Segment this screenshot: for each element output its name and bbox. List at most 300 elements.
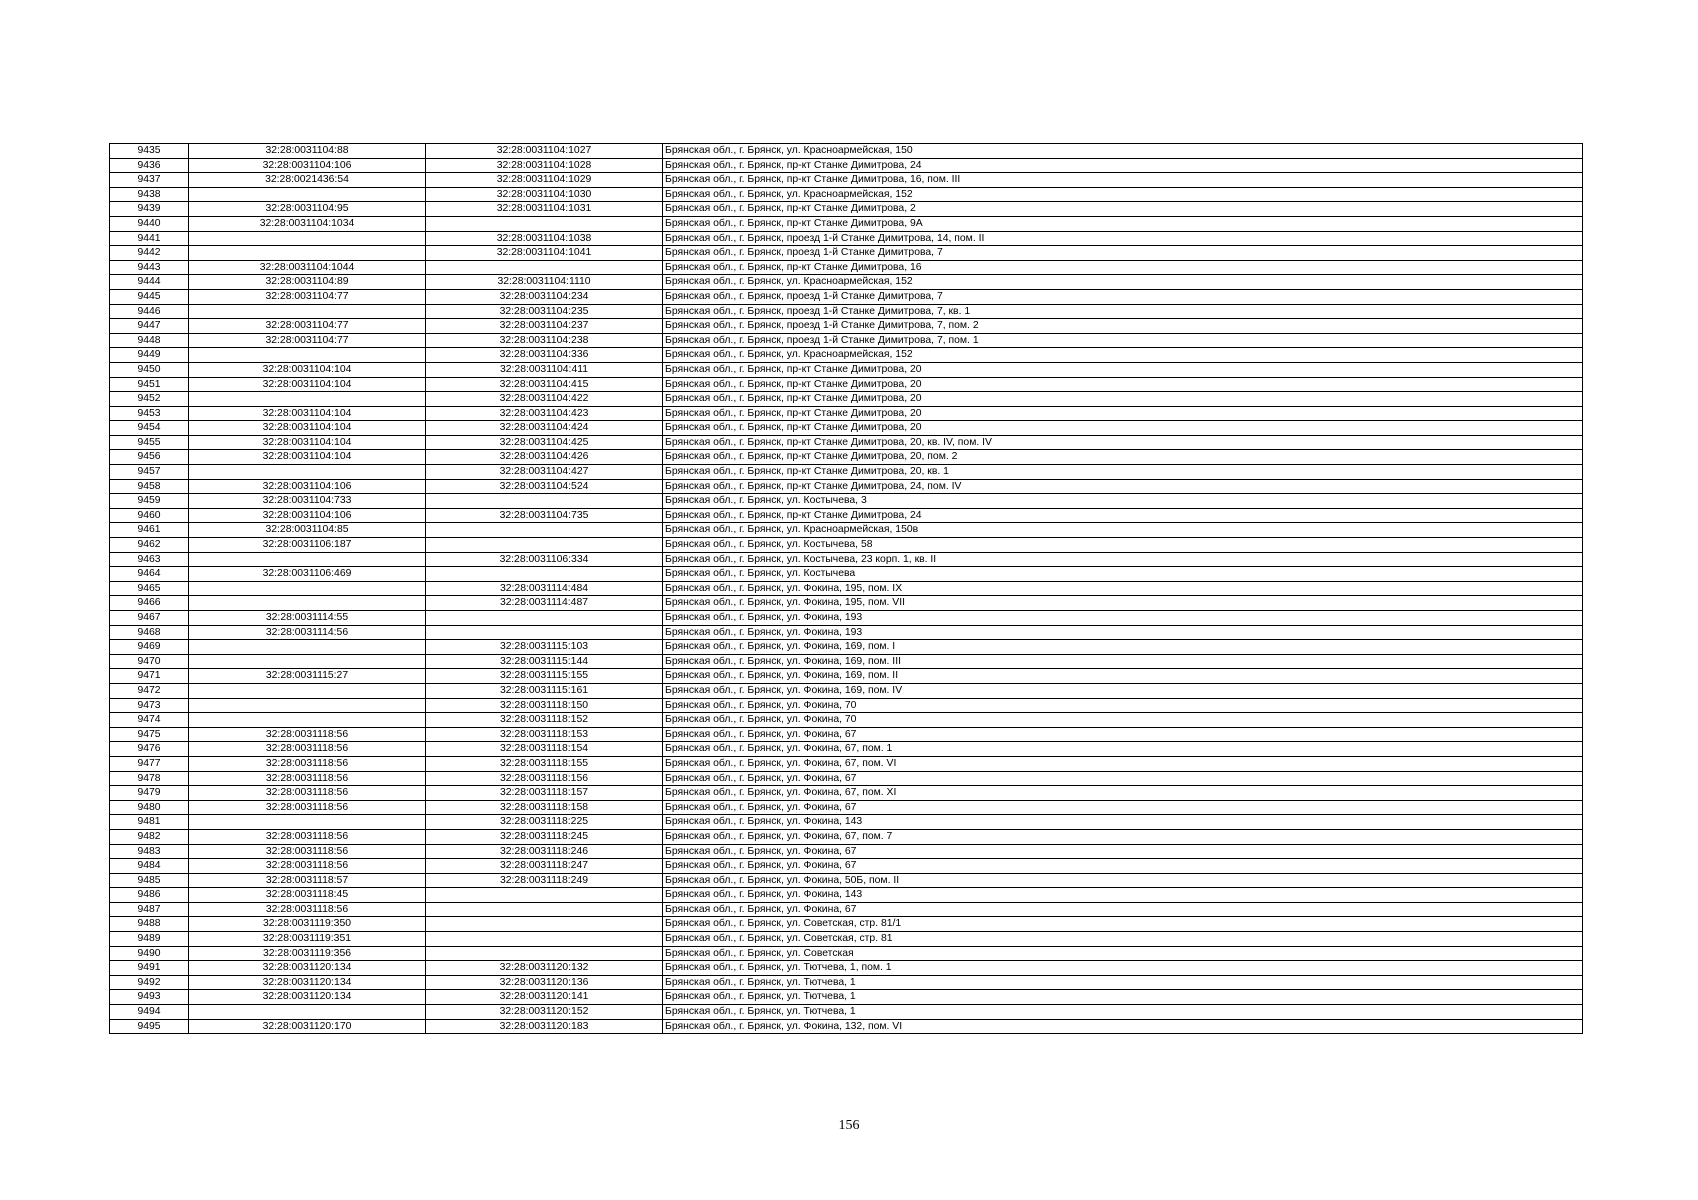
address-cell: Брянская обл., г. Брянск, ул. Фокина, 67, пом. 1 [663, 742, 1583, 757]
room-cadastral-number-cell: 32:28:0031104:415 [426, 377, 663, 392]
table-row [110, 348, 1583, 363]
room-cadastral-number-cell: 32:28:0031118:152 [426, 713, 663, 728]
row-number-cell: 9495 [110, 1019, 189, 1034]
table-row [110, 654, 1583, 669]
cadastral-number-cell: 32:28:0021436:54 [189, 173, 426, 188]
table-row [110, 158, 1583, 173]
cadastral-number-cell [189, 654, 426, 669]
table-row [110, 508, 1583, 523]
room-cadastral-number-cell: 32:28:0031120:183 [426, 1019, 663, 1034]
table-row [110, 902, 1583, 917]
address-cell: Брянская обл., г. Брянск, ул. Тютчева, 1 [663, 975, 1583, 990]
room-cadastral-number-cell: 32:28:0031104:235 [426, 304, 663, 319]
room-cadastral-number-cell: 32:28:0031104:411 [426, 362, 663, 377]
table-row [110, 523, 1583, 538]
address-cell: Брянская обл., г. Брянск, проезд 1-й Станке Димитрова, 7, пом. 2 [663, 319, 1583, 334]
row-number-cell: 9438 [110, 187, 189, 202]
room-cadastral-number-cell: 32:28:0031118:157 [426, 786, 663, 801]
room-cadastral-number-cell: 32:28:0031118:156 [426, 771, 663, 786]
row-number-cell: 9464 [110, 567, 189, 582]
cadastral-number-cell: 32:28:0031104:85 [189, 523, 426, 538]
cadastral-number-cell [189, 392, 426, 407]
table-row [110, 859, 1583, 874]
cadastral-number-cell: 32:28:0031104:104 [189, 421, 426, 436]
row-number-cell: 9447 [110, 319, 189, 334]
room-cadastral-number-cell: 32:28:0031104:735 [426, 508, 663, 523]
table-row [110, 727, 1583, 742]
room-cadastral-number-cell: 32:28:0031118:225 [426, 815, 663, 830]
room-cadastral-number-cell: 32:28:0031118:158 [426, 800, 663, 815]
row-number-cell: 9463 [110, 552, 189, 567]
room-cadastral-number-cell: 32:28:0031104:427 [426, 465, 663, 480]
table-row [110, 333, 1583, 348]
address-cell: Брянская обл., г. Брянск, ул. Фокина, 67 [663, 727, 1583, 742]
room-cadastral-number-cell: 32:28:0031104:1027 [426, 144, 663, 159]
row-number-cell: 9481 [110, 815, 189, 830]
address-cell: Брянская обл., г. Брянск, ул. Красноармейская, 152 [663, 187, 1583, 202]
cadastral-number-cell: 32:28:0031119:351 [189, 932, 426, 947]
room-cadastral-number-cell: 32:28:0031104:1029 [426, 173, 663, 188]
row-number-cell: 9466 [110, 596, 189, 611]
row-number-cell: 9483 [110, 844, 189, 859]
cadastral-number-cell [189, 246, 426, 261]
row-number-cell: 9492 [110, 975, 189, 990]
room-cadastral-number-cell [426, 567, 663, 582]
cadastral-table [109, 143, 1583, 1034]
row-number-cell: 9469 [110, 640, 189, 655]
room-cadastral-number-cell: 32:28:0031118:246 [426, 844, 663, 859]
cadastral-number-cell: 32:28:0031106:187 [189, 538, 426, 553]
address-cell: Брянская обл., г. Брянск, ул. Фокина, 67, пом. XI [663, 786, 1583, 801]
address-cell: Брянская обл., г. Брянск, ул. Фокина, 67, пом. VI [663, 756, 1583, 771]
room-cadastral-number-cell [426, 538, 663, 553]
table-row [110, 975, 1583, 990]
room-cadastral-number-cell: 32:28:0031104:524 [426, 479, 663, 494]
cadastral-number-cell: 32:28:0031120:134 [189, 990, 426, 1005]
room-cadastral-number-cell: 32:28:0031115:144 [426, 654, 663, 669]
address-cell: Брянская обл., г. Брянск, ул. Фокина, 132, пом. VI [663, 1019, 1583, 1034]
row-number-cell: 9475 [110, 727, 189, 742]
cadastral-number-cell: 32:28:0031104:89 [189, 275, 426, 290]
room-cadastral-number-cell [426, 523, 663, 538]
cadastral-number-cell: 32:28:0031118:56 [189, 771, 426, 786]
row-number-cell: 9486 [110, 888, 189, 903]
room-cadastral-number-cell: 32:28:0031115:161 [426, 683, 663, 698]
row-number-cell: 9468 [110, 625, 189, 640]
cadastral-number-cell: 32:28:0031118:56 [189, 786, 426, 801]
address-cell: Брянская обл., г. Брянск, ул. Тютчева, 1 [663, 1005, 1583, 1020]
cadastral-number-cell: 32:28:0031104:104 [189, 435, 426, 450]
address-cell: Брянская обл., г. Брянск, ул. Фокина, 67 [663, 771, 1583, 786]
table-row [110, 392, 1583, 407]
cadastral-number-cell [189, 640, 426, 655]
address-cell: Брянская обл., г. Брянск, пр-кт Станке Димитрова, 9А [663, 216, 1583, 231]
address-cell: Брянская обл., г. Брянск, пр-кт Станке Димитрова, 20, пом. 2 [663, 450, 1583, 465]
address-cell: Брянская обл., г. Брянск, ул. Красноармейская, 150в [663, 523, 1583, 538]
row-number-cell: 9484 [110, 859, 189, 874]
row-number-cell: 9457 [110, 465, 189, 480]
cadastral-number-cell: 32:28:0031104:104 [189, 377, 426, 392]
address-cell: Брянская обл., г. Брянск, ул. Фокина, 50Б, пом. II [663, 873, 1583, 888]
table-row [110, 216, 1583, 231]
address-cell: Брянская обл., г. Брянск, проезд 1-й Станке Димитрова, 7, пом. 1 [663, 333, 1583, 348]
address-cell: Брянская обл., г. Брянск, ул. Советская, стр. 81 [663, 932, 1583, 947]
address-cell: Брянская обл., г. Брянск, ул. Фокина, 70 [663, 713, 1583, 728]
table-row [110, 742, 1583, 757]
row-number-cell: 9440 [110, 216, 189, 231]
row-number-cell: 9435 [110, 144, 189, 159]
address-cell: Брянская обл., г. Брянск, ул. Фокина, 67, пом. 7 [663, 829, 1583, 844]
cadastral-number-cell: 32:28:0031104:106 [189, 158, 426, 173]
room-cadastral-number-cell: 32:28:0031104:1030 [426, 187, 663, 202]
cadastral-number-cell [189, 1005, 426, 1020]
room-cadastral-number-cell: 32:28:0031104:1028 [426, 158, 663, 173]
table-row [110, 581, 1583, 596]
cadastral-number-cell: 32:28:0031104:106 [189, 508, 426, 523]
address-cell: Брянская обл., г. Брянск, пр-кт Станке Димитрова, 24 [663, 508, 1583, 523]
room-cadastral-number-cell: 32:28:0031104:422 [426, 392, 663, 407]
row-number-cell: 9455 [110, 435, 189, 450]
address-cell: Брянская обл., г. Брянск, ул. Фокина, 67 [663, 859, 1583, 874]
row-number-cell: 9449 [110, 348, 189, 363]
address-cell: Брянская обл., г. Брянск, ул. Костычева [663, 567, 1583, 582]
cadastral-number-cell: 32:28:0031114:56 [189, 625, 426, 640]
cadastral-number-cell: 32:28:0031118:56 [189, 742, 426, 757]
address-cell: Брянская обл., г. Брянск, пр-кт Станке Димитрова, 16 [663, 260, 1583, 275]
row-number-cell: 9452 [110, 392, 189, 407]
room-cadastral-number-cell: 32:28:0031114:487 [426, 596, 663, 611]
row-number-cell: 9461 [110, 523, 189, 538]
table-row [110, 917, 1583, 932]
address-cell: Брянская обл., г. Брянск, ул. Костычева, 23 корп. 1, кв. II [663, 552, 1583, 567]
table-row [110, 946, 1583, 961]
table-row [110, 552, 1583, 567]
room-cadastral-number-cell: 32:28:0031118:249 [426, 873, 663, 888]
address-cell: Брянская обл., г. Брянск, ул. Красноармейская, 150 [663, 144, 1583, 159]
row-number-cell: 9445 [110, 289, 189, 304]
table-row [110, 611, 1583, 626]
address-cell: Брянская обл., г. Брянск, пр-кт Станке Димитрова, 20 [663, 362, 1583, 377]
room-cadastral-number-cell [426, 888, 663, 903]
table-row [110, 494, 1583, 509]
cadastral-number-cell: 32:28:0031118:45 [189, 888, 426, 903]
room-cadastral-number-cell: 32:28:0031104:426 [426, 450, 663, 465]
cadastral-number-cell [189, 187, 426, 202]
row-number-cell: 9443 [110, 260, 189, 275]
cadastral-number-cell [189, 465, 426, 480]
room-cadastral-number-cell: 32:28:0031114:484 [426, 581, 663, 596]
row-number-cell: 9442 [110, 246, 189, 261]
table-row [110, 683, 1583, 698]
table-row [110, 275, 1583, 290]
table-row [110, 202, 1583, 217]
row-number-cell: 9441 [110, 231, 189, 246]
address-cell: Брянская обл., г. Брянск, ул. Фокина, 195, пом. VII [663, 596, 1583, 611]
cadastral-number-cell: 32:28:0031118:57 [189, 873, 426, 888]
address-cell: Брянская обл., г. Брянск, ул. Фокина, 169, пом. III [663, 654, 1583, 669]
address-cell: Брянская обл., г. Брянск, пр-кт Станке Димитрова, 20, кв. IV, пом. IV [663, 435, 1583, 450]
cadastral-number-cell: 32:28:0031118:56 [189, 859, 426, 874]
cadastral-number-cell: 32:28:0031104:77 [189, 333, 426, 348]
cadastral-number-cell: 32:28:0031118:56 [189, 727, 426, 742]
address-cell: Брянская обл., г. Брянск, ул. Тютчева, 1 [663, 990, 1583, 1005]
row-number-cell: 9436 [110, 158, 189, 173]
table-row [110, 625, 1583, 640]
table-row [110, 479, 1583, 494]
table-row [110, 815, 1583, 830]
table-row [110, 844, 1583, 859]
room-cadastral-number-cell: 32:28:0031120:136 [426, 975, 663, 990]
room-cadastral-number-cell: 32:28:0031104:424 [426, 421, 663, 436]
table-row [110, 362, 1583, 377]
cadastral-number-cell [189, 713, 426, 728]
address-cell: Брянская обл., г. Брянск, ул. Фокина, 169, пом. I [663, 640, 1583, 655]
cadastral-number-cell [189, 348, 426, 363]
table-row [110, 538, 1583, 553]
cadastral-number-cell: 32:28:0031104:95 [189, 202, 426, 217]
address-cell: Брянская обл., г. Брянск, ул. Фокина, 67 [663, 902, 1583, 917]
room-cadastral-number-cell: 32:28:0031118:154 [426, 742, 663, 757]
address-cell: Брянская обл., г. Брянск, пр-кт Станке Димитрова, 20 [663, 377, 1583, 392]
address-cell: Брянская обл., г. Брянск, ул. Фокина, 169, пом. II [663, 669, 1583, 684]
table-body [110, 144, 1583, 1034]
table-row [110, 187, 1583, 202]
row-number-cell: 9489 [110, 932, 189, 947]
table-row [110, 829, 1583, 844]
row-number-cell: 9448 [110, 333, 189, 348]
row-number-cell: 9456 [110, 450, 189, 465]
row-number-cell: 9458 [110, 479, 189, 494]
cadastral-number-cell: 32:28:0031118:56 [189, 829, 426, 844]
cadastral-number-cell [189, 683, 426, 698]
row-number-cell: 9439 [110, 202, 189, 217]
room-cadastral-number-cell: 32:28:0031118:153 [426, 727, 663, 742]
room-cadastral-number-cell: 32:28:0031104:1110 [426, 275, 663, 290]
address-cell: Брянская обл., г. Брянск, ул. Фокина, 193 [663, 625, 1583, 640]
table-row [110, 1019, 1583, 1034]
table-row [110, 231, 1583, 246]
row-number-cell: 9494 [110, 1005, 189, 1020]
table-row [110, 756, 1583, 771]
row-number-cell: 9485 [110, 873, 189, 888]
row-number-cell: 9460 [110, 508, 189, 523]
cadastral-number-cell [189, 231, 426, 246]
room-cadastral-number-cell [426, 216, 663, 231]
address-cell: Брянская обл., г. Брянск, ул. Фокина, 143 [663, 815, 1583, 830]
row-number-cell: 9471 [110, 669, 189, 684]
row-number-cell: 9467 [110, 611, 189, 626]
cadastral-number-cell [189, 581, 426, 596]
row-number-cell: 9450 [110, 362, 189, 377]
cadastral-number-cell: 32:28:0031104:1044 [189, 260, 426, 275]
cadastral-number-cell: 32:28:0031104:733 [189, 494, 426, 509]
row-number-cell: 9454 [110, 421, 189, 436]
room-cadastral-number-cell: 32:28:0031106:334 [426, 552, 663, 567]
table-row [110, 435, 1583, 450]
page-number: 156 [838, 1118, 860, 1133]
room-cadastral-number-cell: 32:28:0031118:247 [426, 859, 663, 874]
room-cadastral-number-cell: 32:28:0031104:336 [426, 348, 663, 363]
room-cadastral-number-cell: 32:28:0031104:425 [426, 435, 663, 450]
cadastral-number-cell: 32:28:0031118:56 [189, 844, 426, 859]
address-cell: Брянская обл., г. Брянск, ул. Фокина, 143 [663, 888, 1583, 903]
table-row [110, 990, 1583, 1005]
row-number-cell: 9473 [110, 698, 189, 713]
cadastral-number-cell: 32:28:0031104:104 [189, 450, 426, 465]
room-cadastral-number-cell: 32:28:0031118:150 [426, 698, 663, 713]
row-number-cell: 9479 [110, 786, 189, 801]
row-number-cell: 9490 [110, 946, 189, 961]
table-row [110, 713, 1583, 728]
table-row [110, 771, 1583, 786]
address-cell: Брянская обл., г. Брянск, пр-кт Станке Димитрова, 24 [663, 158, 1583, 173]
room-cadastral-number-cell: 32:28:0031120:141 [426, 990, 663, 1005]
cadastral-number-cell: 32:28:0031104:104 [189, 406, 426, 421]
cadastral-number-cell [189, 596, 426, 611]
address-cell: Брянская обл., г. Брянск, ул. Тютчева, 1, пом. 1 [663, 961, 1583, 976]
address-cell: Брянская обл., г. Брянск, ул. Фокина, 195, пом. IX [663, 581, 1583, 596]
table-row [110, 698, 1583, 713]
table-row [110, 596, 1583, 611]
table-row [110, 669, 1583, 684]
row-number-cell: 9488 [110, 917, 189, 932]
address-cell: Брянская обл., г. Брянск, пр-кт Станке Димитрова, 20 [663, 406, 1583, 421]
address-cell: Брянская обл., г. Брянск, пр-кт Станке Димитрова, 20 [663, 392, 1583, 407]
row-number-cell: 9477 [110, 756, 189, 771]
table-row [110, 567, 1583, 582]
table-row [110, 144, 1583, 159]
room-cadastral-number-cell: 32:28:0031104:1038 [426, 231, 663, 246]
row-number-cell: 9474 [110, 713, 189, 728]
room-cadastral-number-cell [426, 932, 663, 947]
address-cell: Брянская обл., г. Брянск, ул. Фокина, 67 [663, 844, 1583, 859]
cadastral-number-cell: 32:28:0031104:106 [189, 479, 426, 494]
address-cell: Брянская обл., г. Брянск, пр-кт Станке Димитрова, 20, кв. 1 [663, 465, 1583, 480]
table-row [110, 888, 1583, 903]
cadastral-number-cell: 32:28:0031120:134 [189, 975, 426, 990]
address-cell: Брянская обл., г. Брянск, проезд 1-й Станке Димитрова, 14, пом. II [663, 231, 1583, 246]
cadastral-number-cell: 32:28:0031118:56 [189, 756, 426, 771]
cadastral-number-cell [189, 552, 426, 567]
cadastral-number-cell: 32:28:0031104:77 [189, 319, 426, 334]
row-number-cell: 9472 [110, 683, 189, 698]
row-number-cell: 9491 [110, 961, 189, 976]
address-cell: Брянская обл., г. Брянск, ул. Красноармейская, 152 [663, 348, 1583, 363]
table-row [110, 304, 1583, 319]
address-cell: Брянская обл., г. Брянск, проезд 1-й Станке Димитрова, 7, кв. 1 [663, 304, 1583, 319]
table-row [110, 786, 1583, 801]
cadastral-number-cell: 32:28:0031115:27 [189, 669, 426, 684]
table-row [110, 800, 1583, 815]
row-number-cell: 9462 [110, 538, 189, 553]
row-number-cell: 9453 [110, 406, 189, 421]
cadastral-number-cell [189, 304, 426, 319]
table-row [110, 640, 1583, 655]
row-number-cell: 9444 [110, 275, 189, 290]
row-number-cell: 9482 [110, 829, 189, 844]
table-row [110, 1005, 1583, 1020]
address-cell: Брянская обл., г. Брянск, ул. Советская, стр. 81/1 [663, 917, 1583, 932]
address-cell: Брянская обл., г. Брянск, проезд 1-й Станке Димитрова, 7 [663, 289, 1583, 304]
address-cell: Брянская обл., г. Брянск, ул. Фокина, 70 [663, 698, 1583, 713]
room-cadastral-number-cell: 32:28:0031118:155 [426, 756, 663, 771]
room-cadastral-number-cell [426, 611, 663, 626]
address-cell: Брянская обл., г. Брянск, ул. Фокина, 169, пом. IV [663, 683, 1583, 698]
room-cadastral-number-cell: 32:28:0031120:152 [426, 1005, 663, 1020]
table-row [110, 173, 1583, 188]
address-cell: Брянская обл., г. Брянск, ул. Красноармейская, 152 [663, 275, 1583, 290]
table-row [110, 961, 1583, 976]
address-cell: Брянская обл., г. Брянск, ул. Фокина, 193 [663, 611, 1583, 626]
table-row [110, 421, 1583, 436]
row-number-cell: 9459 [110, 494, 189, 509]
table-row [110, 932, 1583, 947]
room-cadastral-number-cell: 32:28:0031118:245 [426, 829, 663, 844]
row-number-cell: 9476 [110, 742, 189, 757]
row-number-cell: 9478 [110, 771, 189, 786]
table-row [110, 246, 1583, 261]
table-row [110, 319, 1583, 334]
room-cadastral-number-cell [426, 260, 663, 275]
room-cadastral-number-cell [426, 625, 663, 640]
room-cadastral-number-cell: 32:28:0031104:423 [426, 406, 663, 421]
room-cadastral-number-cell: 32:28:0031104:234 [426, 289, 663, 304]
table-row [110, 465, 1583, 480]
row-number-cell: 9451 [110, 377, 189, 392]
row-number-cell: 9465 [110, 581, 189, 596]
table-row [110, 450, 1583, 465]
address-cell: Брянская обл., г. Брянск, ул. Фокина, 67 [663, 800, 1583, 815]
row-number-cell: 9437 [110, 173, 189, 188]
room-cadastral-number-cell: 32:28:0031104:238 [426, 333, 663, 348]
room-cadastral-number-cell: 32:28:0031104:1031 [426, 202, 663, 217]
room-cadastral-number-cell: 32:28:0031104:1041 [426, 246, 663, 261]
row-number-cell: 9446 [110, 304, 189, 319]
room-cadastral-number-cell: 32:28:0031115:155 [426, 669, 663, 684]
room-cadastral-number-cell: 32:28:0031104:237 [426, 319, 663, 334]
address-cell: Брянская обл., г. Брянск, ул. Советская [663, 946, 1583, 961]
room-cadastral-number-cell [426, 902, 663, 917]
cadastral-number-cell: 32:28:0031118:56 [189, 902, 426, 917]
room-cadastral-number-cell: 32:28:0031120:132 [426, 961, 663, 976]
cadastral-number-cell: 32:28:0031104:104 [189, 362, 426, 377]
address-cell: Брянская обл., г. Брянск, пр-кт Станке Димитрова, 24, пом. IV [663, 479, 1583, 494]
row-number-cell: 9493 [110, 990, 189, 1005]
address-cell: Брянская обл., г. Брянск, проезд 1-й Станке Димитрова, 7 [663, 246, 1583, 261]
cadastral-number-cell: 32:28:0031120:170 [189, 1019, 426, 1034]
cadastral-number-cell [189, 815, 426, 830]
cadastral-number-cell: 32:28:0031114:55 [189, 611, 426, 626]
cadastral-number-cell [189, 698, 426, 713]
address-cell: Брянская обл., г. Брянск, ул. Костычева, 3 [663, 494, 1583, 509]
cadastral-number-cell: 32:28:0031120:134 [189, 961, 426, 976]
cadastral-number-cell: 32:28:0031104:1034 [189, 216, 426, 231]
cadastral-number-cell: 32:28:0031104:77 [189, 289, 426, 304]
cadastral-number-cell: 32:28:0031118:56 [189, 800, 426, 815]
table-row [110, 260, 1583, 275]
table-row [110, 289, 1583, 304]
row-number-cell: 9480 [110, 800, 189, 815]
address-cell: Брянская обл., г. Брянск, ул. Костычева, 58 [663, 538, 1583, 553]
cadastral-number-cell: 32:28:0031119:350 [189, 917, 426, 932]
address-cell: Брянская обл., г. Брянск, пр-кт Станке Димитрова, 16, пом. III [663, 173, 1583, 188]
row-number-cell: 9470 [110, 654, 189, 669]
room-cadastral-number-cell: 32:28:0031115:103 [426, 640, 663, 655]
table-row [110, 377, 1583, 392]
cadastral-number-cell: 32:28:0031106:469 [189, 567, 426, 582]
room-cadastral-number-cell [426, 946, 663, 961]
address-cell: Брянская обл., г. Брянск, пр-кт Станке Димитрова, 2 [663, 202, 1583, 217]
